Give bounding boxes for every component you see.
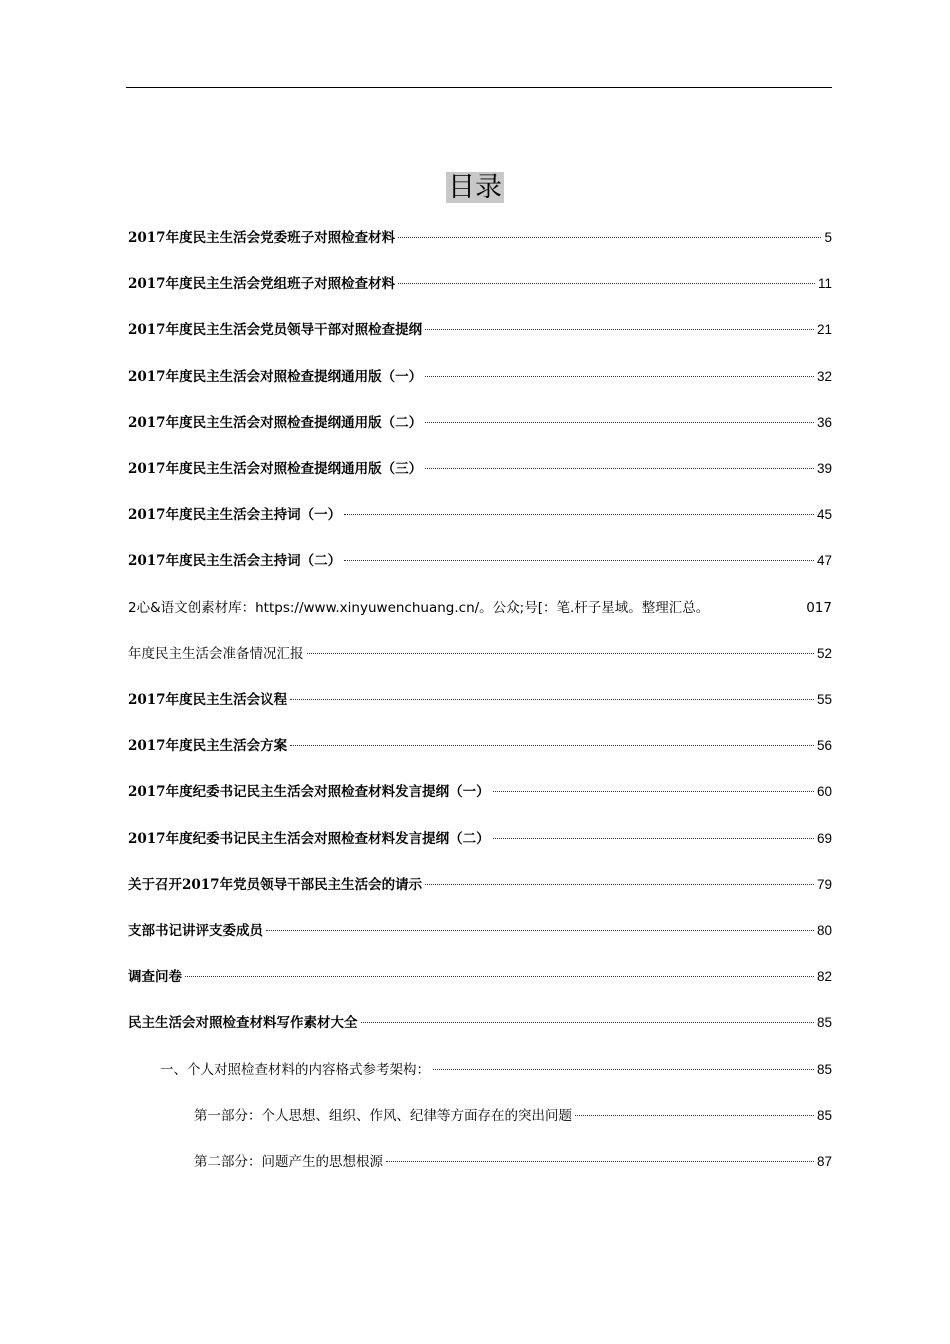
toc-entry-title: 2017年度民主生活会党组班子对照检查材料 <box>128 276 396 293</box>
toc-entry-title: 第一部分：个人思想、组织、作风、纪律等方面存在的突出问题 <box>194 1107 572 1124</box>
toc-entry-page: 85 <box>816 1061 832 1077</box>
toc-entry-page: 32 <box>816 368 832 384</box>
toc-entry-page: 79 <box>816 876 832 892</box>
toc-entry-title: 支部书记讲评支委成员 <box>128 923 263 939</box>
toc-leader-dots <box>361 1022 814 1023</box>
toc-entry[interactable] <box>194 1151 832 1173</box>
toc-entry-page: 36 <box>816 414 832 430</box>
toc-entry[interactable] <box>128 689 832 711</box>
toc-entry[interactable] <box>128 735 832 757</box>
toc-leader-dots <box>425 884 814 885</box>
toc-leader-dots <box>493 838 814 839</box>
toc-entry[interactable] <box>194 1105 832 1127</box>
toc-entry[interactable] <box>128 366 832 388</box>
toc-entry-page: 85 <box>816 1015 832 1031</box>
toc-entry-title: 2017年度民主生活会对照检查提纲通用版（二） <box>128 414 423 431</box>
toc-entry-page: 85 <box>816 1107 832 1123</box>
toc-entry-title: 2017年度民主生活会对照检查提纲通用版（一） <box>128 368 423 385</box>
toc-entry-title: 调查问卷 <box>128 969 182 986</box>
toc-entry[interactable] <box>128 920 832 942</box>
toc-entry-page: 39 <box>816 461 832 476</box>
toc-entry-page: 5 <box>824 230 832 245</box>
watermark-line <box>128 597 832 619</box>
toc-leader-dots <box>433 1069 814 1070</box>
toc-entry-page: 82 <box>816 969 832 985</box>
toc-entry-page: 11 <box>817 276 832 292</box>
watermark-text: 2心&语文创素材库：https://www.xinyuwenchuang.cn/。公众;号[：笔.杆子星域。整理汇总。 <box>128 599 710 616</box>
toc-entry[interactable] <box>160 1059 832 1081</box>
toc-entry-title: 2017年度纪委书记民主生活会对照检查材料发言提纲（二） <box>128 830 490 847</box>
toc-entry-title: 年度民主生活会准备情况汇报 <box>128 645 304 662</box>
toc-entry-page: 56 <box>816 738 832 754</box>
toc-leader-dots <box>185 976 814 977</box>
toc-leader-dots <box>344 514 814 515</box>
toc-entry-title: 2017年度民主生活会党委班子对照检查材料 <box>128 230 396 246</box>
toc-entry[interactable] <box>128 550 832 572</box>
toc-leader-dots <box>344 560 814 561</box>
toc-entry-title: 2017年度民主生活会议程 <box>128 692 288 708</box>
toc-leader-dots <box>290 745 814 746</box>
toc-entry-title: 民主生活会对照检查材料写作素材大全 <box>128 1015 358 1032</box>
toc-entry-title: 2017年度民主生活会党员领导干部对照检查提纲 <box>128 322 423 339</box>
toc-leader-dots <box>307 653 814 654</box>
toc-leader-dots <box>575 1115 814 1116</box>
toc-entry[interactable] <box>128 781 832 803</box>
toc-entry-title: 2017年度民主生活会主持词（二） <box>128 553 342 570</box>
toc-entry-page: 87 <box>816 1154 832 1169</box>
toc-leader-dots <box>425 422 814 423</box>
toc-entry[interactable] <box>128 227 832 249</box>
toc-leader-dots <box>386 1161 814 1162</box>
watermark-trailing: 017 <box>806 599 832 616</box>
toc-entry-page: 52 <box>816 645 832 661</box>
toc-entry-title: 2017年度民主生活会主持词（一） <box>128 507 342 524</box>
toc-entry-page: 47 <box>816 553 832 569</box>
toc-entry[interactable] <box>128 319 832 341</box>
toc-entry-page: 69 <box>816 830 832 846</box>
toc-leader-dots <box>266 930 814 931</box>
toc-entry[interactable] <box>128 412 832 434</box>
toc-entry[interactable] <box>128 643 832 665</box>
toc-leader-dots <box>425 329 814 330</box>
toc-entry[interactable] <box>128 1012 832 1034</box>
toc-title-text: 目录 <box>448 172 502 203</box>
toc-leader-dots <box>425 376 814 377</box>
toc-entry[interactable] <box>128 504 832 526</box>
toc-entry-page: 60 <box>816 784 832 800</box>
toc-leader-dots <box>290 699 814 700</box>
toc-leader-dots <box>493 791 814 792</box>
toc-entry[interactable] <box>128 828 832 850</box>
toc-entry-page: 45 <box>816 507 832 523</box>
toc-entry-title: 第二部分：问题产生的思想根源 <box>194 1154 383 1170</box>
toc-entry-page: 80 <box>816 923 832 938</box>
toc-entry-title: 2017年度民主生活会对照检查提纲通用版（三） <box>128 461 423 477</box>
toc-entry[interactable] <box>128 458 832 480</box>
toc-leader-dots <box>398 283 815 284</box>
toc-entry-title: 关于召开2017年党员领导干部民主生活会的请示 <box>128 876 423 893</box>
toc-entry-title: 一、个人对照检查材料的内容格式参考架构： <box>160 1061 430 1078</box>
toc-entry-page: 55 <box>816 692 832 707</box>
toc-leader-dots <box>425 468 814 469</box>
toc-entry-title: 2017年度纪委书记民主生活会对照检查材料发言提纲（一） <box>128 784 490 801</box>
toc-entry[interactable] <box>128 874 832 896</box>
toc-entry[interactable] <box>128 966 832 988</box>
toc-entry-page: 21 <box>816 322 832 338</box>
toc-entry[interactable] <box>128 273 832 295</box>
toc-leader-dots <box>398 237 821 238</box>
toc-entry-title: 2017年度民主生活会方案 <box>128 738 288 755</box>
